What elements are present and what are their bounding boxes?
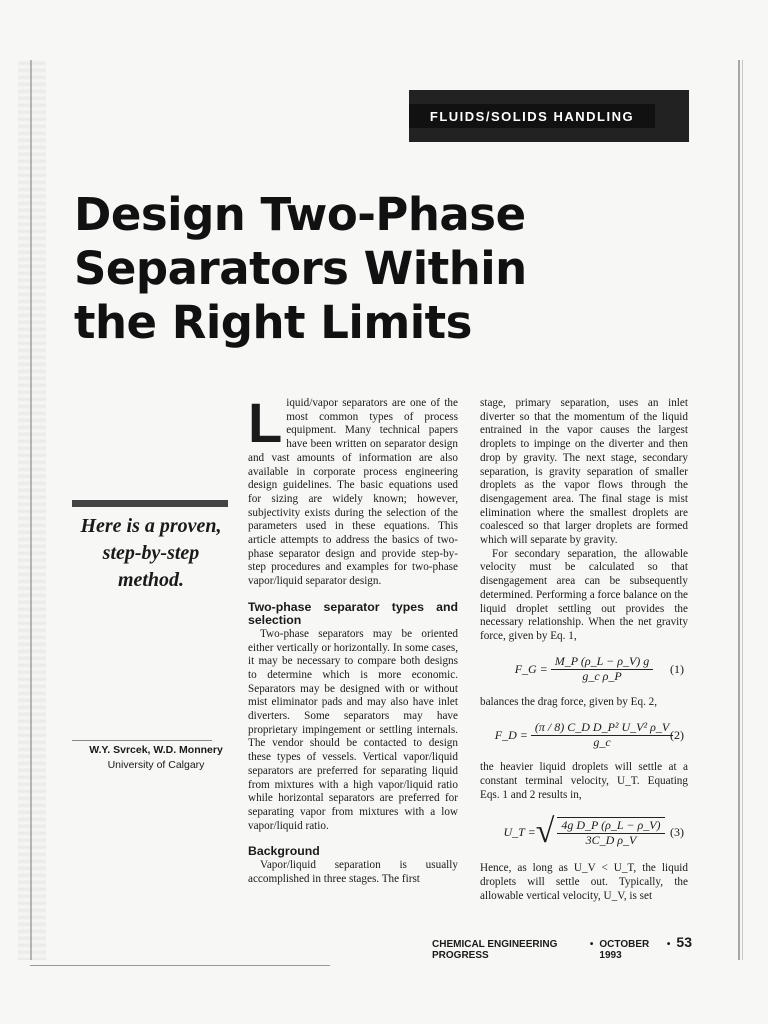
paragraph-terminal-velocity: Hence, as long as U_V < U_T, the liquid droplets will settle out. Typically, the allowable vertical velocity, U_V, is set <box>480 862 688 902</box>
scan-line-right <box>738 60 740 960</box>
equation-3 <box>480 808 688 856</box>
section-tag: FLUIDS/SOLIDS HANDLING <box>409 104 655 128</box>
pull-quote-line-1: Here is a proven, <box>80 515 222 537</box>
column-1 <box>248 391 458 887</box>
eq2-number: (2) <box>670 727 684 742</box>
eq2-lhs: F_D = <box>494 727 528 742</box>
pull-quote-line-2: step-by-step <box>102 542 200 564</box>
intro-text: iquid/vapor separators are one of the most common types of process equipment. Many technical papers have been written on separator design and vast amounts of information are also available in corporate process engineering design guidelines. The basic equations used for sizing are widely known; however, subjectivity exists during the selection of the parameters used in these equations. This article attempts to address the basics of two-phase separator design and provide step-by-step procedures and examples for two-phase vapor/liquid separator design. <box>248 397 458 588</box>
subhead-background: Background <box>248 844 320 859</box>
eq2-numerator: (π / 8) C_D D_P² U_V² ρ_V <box>531 721 673 736</box>
eq1-fraction <box>551 655 654 683</box>
eq2-denominator: g_c <box>593 734 611 749</box>
equation-2 <box>480 715 688 755</box>
pull-quote <box>68 513 234 594</box>
bottom-rule <box>30 965 330 966</box>
eq1-lhs: F_G = <box>514 661 548 676</box>
page-footer <box>432 934 692 961</box>
paragraph-separator-types: Two-phase separators may be oriented either vertically or horizontally. In some cases, it may be necessary to compare both designs to determine which is more economic. Separators may be designed with or without mist eliminator pads and may also have inlet diverters. Some separators may have proprietary impingement or settling internals. The vendor should be contacted to design these types of vessels. Vertical vapor/liquid separators are preferred for separating liquid from mixtures with a high vapor/liquid ratio while horizontal separators are preferred for separating vapor from mixtures with a low vapor/liquid ratio. <box>248 627 458 832</box>
eq3-number: (3) <box>670 824 684 839</box>
pull-quote-rule <box>72 500 228 507</box>
footer-journal: CHEMICAL ENGINEERING PROGRESS <box>432 939 558 961</box>
eq3-fraction <box>557 817 664 847</box>
eq1-numerator: M_P (ρ_L − ρ_V) g <box>551 655 654 670</box>
equation-1 <box>480 650 688 690</box>
paragraph-background: Vapor/liquid separation is usually accomplished in three stages. The first <box>248 859 458 886</box>
eq3-denominator: 3C_D ρ_V <box>585 832 637 847</box>
text-after-eq2: the heavier liquid droplets will settle at a constant terminal velocity, U_T. Equating Eqs. 1 and 2 results in, <box>480 761 688 801</box>
text-after-eq1: balances the drag force, given by Eq. 2, <box>480 695 658 708</box>
sqrt-icon: √ <box>535 813 555 851</box>
scan-edge-left <box>18 60 46 960</box>
scan-line-left <box>30 60 32 960</box>
paragraph-stages: stage, primary separation, uses an inlet diverter so that the momentum of the liquid entrained in the vapor causes the largest droplets to impinge on the diverter and then drop by gravity. The next stage, secondary separation, is gravity separation of smaller droplets as the vapor flows through the disengagement area. The final stage is mist elimination where the smallest droplets are coalesced so that larger droplets are formed which will separate by gravity. <box>480 397 688 547</box>
eq1-number: (1) <box>670 661 684 676</box>
eq3-lhs: U_T = <box>503 824 536 839</box>
article-title: Design Two-Phase Separators Within the Right Limits <box>74 188 527 349</box>
footer-date: OCTOBER 1993 <box>599 939 650 961</box>
footer-bullet-1: • <box>589 939 594 950</box>
page-number: 53 <box>676 934 692 950</box>
eq3-numerator: 4g D_P (ρ_L − ρ_V) <box>557 819 664 834</box>
intro-paragraph <box>248 391 458 589</box>
authors: W.Y. Svrcek, W.D. Monnery <box>89 744 223 756</box>
eq3-sqrt <box>536 815 665 849</box>
eq1-denominator: g_c ρ_P <box>582 669 622 684</box>
pull-quote-line-3: method. <box>117 569 185 591</box>
scan-line-right-secondary <box>742 60 743 960</box>
drop-cap: L <box>248 391 283 454</box>
eq2-fraction <box>531 721 673 749</box>
column-2 <box>480 397 688 904</box>
footer-bullet-2: • <box>666 939 671 950</box>
paragraph-secondary-separation: For secondary separation, the allowable velocity must be calculated so that disengagement area can be subsequently determined. Performing a force balance on the liquid droplet settling out provides the necessary relationship. When the net gravity force, given by Eq. 1, <box>480 547 688 642</box>
affiliation: University of Calgary <box>107 759 205 771</box>
subhead-separator-types: Two-phase separator types and selection <box>248 599 458 627</box>
byline-rule <box>72 740 212 741</box>
